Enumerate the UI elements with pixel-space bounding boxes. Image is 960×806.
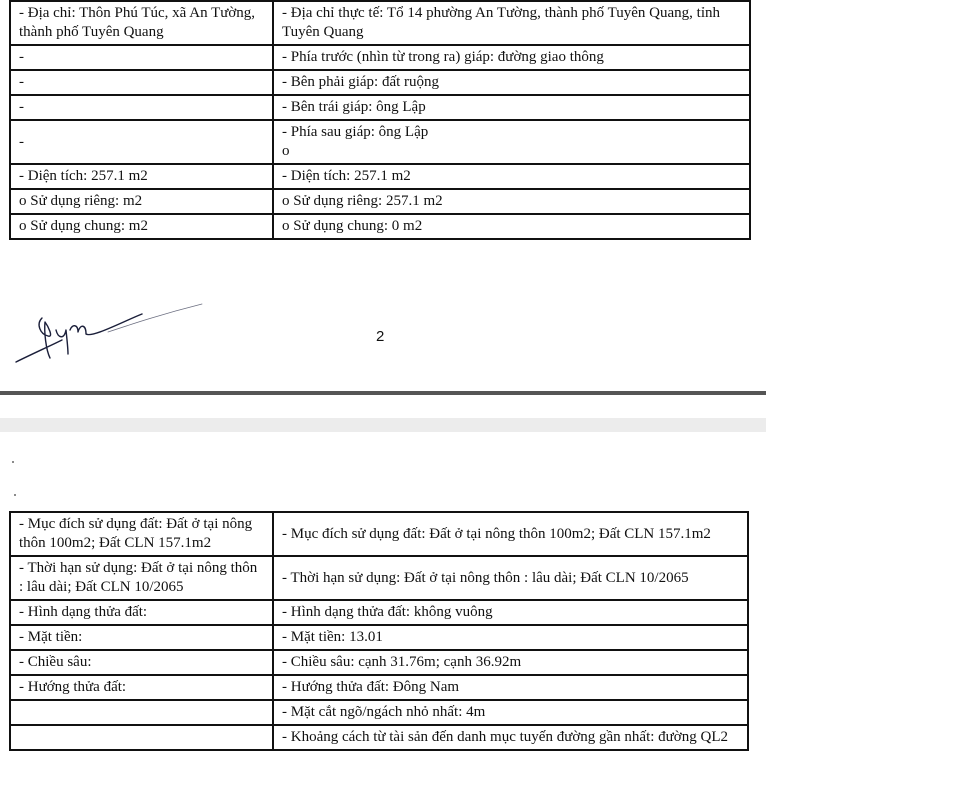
table-row: [10, 625, 748, 650]
table-cell: o Sử dụng chung: 0 m2: [273, 214, 750, 239]
table-cell: [10, 725, 273, 750]
table-row: [10, 95, 750, 120]
table-cell: - Phía trước (nhìn từ trong ra) giáp: đường giao thông: [273, 45, 750, 70]
table-cell: -: [10, 95, 273, 120]
table-cell: - Mục đích sử dụng đất: Đất ở tại nông thôn 100m2; Đất CLN 157.1m2: [10, 512, 273, 556]
table-cell: - Thời hạn sử dụng: Đất ở tại nông thôn : lâu dài; Đất CLN 10/2065: [10, 556, 273, 600]
table-cell: - Khoảng cách từ tài sản đến danh mục tuyến đường gần nhất: đường QL2: [273, 725, 748, 750]
table-cell: - Hướng thửa đất: Đông Nam: [273, 675, 748, 700]
table-cell: -: [10, 70, 273, 95]
table-cell: - Địa chỉ thực tế: Tổ 14 phường An Tường, thành phố Tuyên Quang, tỉnh Tuyên Quang: [273, 1, 750, 45]
table-cell: o Sử dụng riêng: 257.1 m2: [273, 189, 750, 214]
table-row: [10, 600, 748, 625]
table-cell: - Bên phải giáp: đất ruộng: [273, 70, 750, 95]
table-row: [10, 556, 748, 600]
table-row: [10, 512, 748, 556]
table-cell: - Thời hạn sử dụng: Đất ở tại nông thôn : lâu dài; Đất CLN 10/2065: [273, 556, 748, 600]
table-row: [10, 45, 750, 70]
table-cell: - Mục đích sử dụng đất: Đất ở tại nông thôn 100m2; Đất CLN 157.1m2: [273, 512, 748, 556]
property-details-table-bottom: [9, 511, 749, 751]
signature-mark: [12, 300, 212, 370]
table-cell: -: [10, 45, 273, 70]
table-row: [10, 189, 750, 214]
table-row: [10, 1, 750, 45]
table-row: [10, 675, 748, 700]
property-details-table-top: [9, 0, 751, 240]
table-row: [10, 214, 750, 239]
table-cell: - Địa chỉ: Thôn Phú Túc, xã An Tường, thành phố Tuyên Quang: [10, 1, 273, 45]
table-cell: - Diện tích: 257.1 m2: [273, 164, 750, 189]
table-cell: - Mặt cắt ngõ/ngách nhỏ nhất: 4m: [273, 700, 748, 725]
scan-speck: [12, 461, 14, 463]
table-row: [10, 164, 750, 189]
table-cell: - Mặt tiền: 13.01: [273, 625, 748, 650]
table-cell: -: [10, 120, 273, 164]
scan-shading: [0, 418, 766, 432]
table-row: [10, 650, 748, 675]
table-row: [10, 120, 750, 164]
table-cell: o Sử dụng riêng: m2: [10, 189, 273, 214]
table-row: [10, 70, 750, 95]
table-cell: - Hình dạng thửa đất:: [10, 600, 273, 625]
table-cell: o Sử dụng chung: m2: [10, 214, 273, 239]
table-cell: - Bên trái giáp: ông Lập: [273, 95, 750, 120]
table-cell: - Hình dạng thửa đất: không vuông: [273, 600, 748, 625]
table-cell: - Chiều sâu:: [10, 650, 273, 675]
table-cell: - Mặt tiền:: [10, 625, 273, 650]
table-cell: - Diện tích: 257.1 m2: [10, 164, 273, 189]
table-cell: - Hướng thửa đất:: [10, 675, 273, 700]
page-divider: [0, 391, 766, 395]
scan-speck: [14, 494, 16, 496]
table-row: [10, 725, 748, 750]
table-cell: [10, 700, 273, 725]
table-row: [10, 700, 748, 725]
table-cell: - Phía sau giáp: ông Lập o: [273, 120, 750, 164]
table-cell: - Chiều sâu: cạnh 31.76m; cạnh 36.92m: [273, 650, 748, 675]
table-body: [10, 1, 750, 239]
page-number: 2: [376, 328, 385, 345]
table-body: [10, 512, 748, 750]
